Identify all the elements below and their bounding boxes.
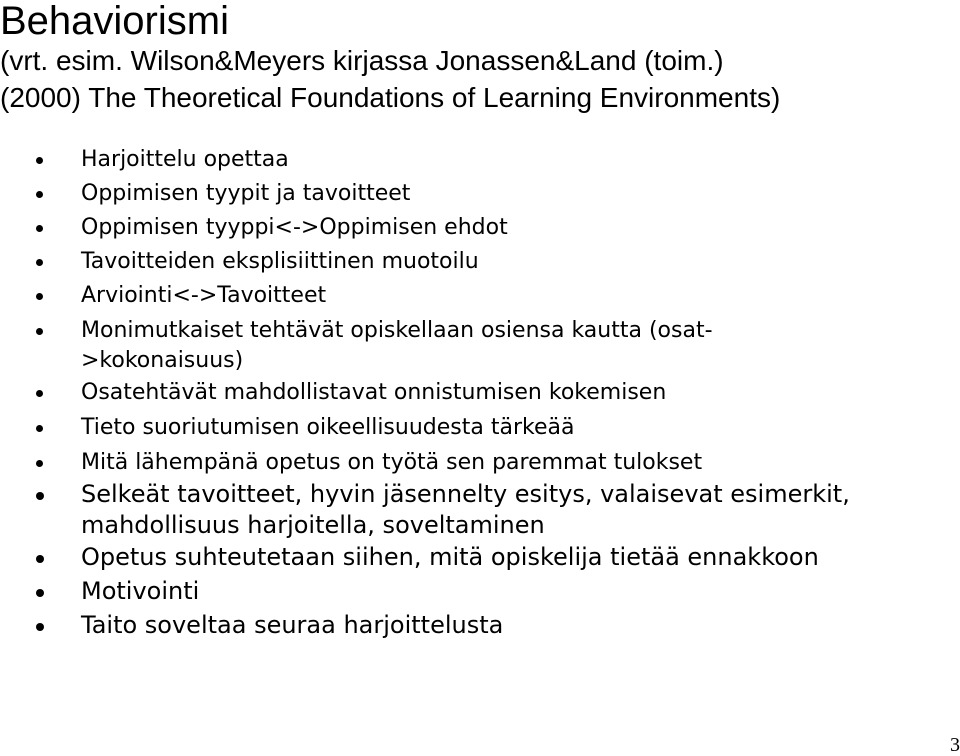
bullet-dot-icon — [36, 225, 43, 232]
bullet-text: Tieto suoriutumisen oikeellisuudesta tärkeää — [81, 415, 575, 440]
bullet-text: Oppimisen tyypit ja tavoitteet — [81, 181, 411, 206]
subtitle-line-1: (vrt. esim. Wilson&Meyers kirjassa Jonassen&Land (toim.) — [0, 45, 724, 76]
bullet-text: Arviointi<->Tavoitteet — [81, 283, 327, 308]
page-number: 3 — [950, 734, 960, 756]
bullet-dot-icon — [36, 623, 44, 631]
bullet-dot-icon — [36, 589, 44, 597]
bullet-dot-icon — [36, 293, 43, 300]
bullet-text: Opetus suhteutetaan siihen, mitä opiskelija tietää ennakkoon — [81, 543, 819, 571]
bullet-dot-icon — [36, 390, 43, 397]
bullet-dot-icon — [36, 555, 44, 563]
bullet-text: Mitä lähempänä opetus on työtä sen paremmat tulokset — [81, 450, 703, 475]
bullet-text: Tavoitteiden eksplisiittinen muotoilu — [81, 249, 479, 274]
bullet-text: Selkeät tavoitteet, hyvin jäsennelty esitys, valaisevat esimerkit, mahdollisuus harjoitella, soveltaminen — [81, 480, 850, 539]
bullet-text: Monimutkaiset tehtävät opiskellaan osiensa kautta (osat- >kokonaisuus) — [81, 318, 713, 373]
bullet-dot-icon — [36, 328, 43, 335]
bullet-dot-icon — [36, 425, 43, 432]
subtitle-line-2: (2000) The Theoretical Foundations of Learning Environments) — [0, 82, 781, 113]
bullet-text: Oppimisen tyyppi<->Oppimisen ehdot — [81, 215, 508, 240]
bullet-dot-icon — [36, 460, 43, 467]
bullet-dot-icon — [36, 259, 43, 266]
bullet-text: Osatehtävät mahdollistavat onnistumisen kokemisen — [81, 380, 667, 405]
bullet-text: Harjoittelu opettaa — [81, 147, 289, 172]
bullet-dot-icon — [36, 157, 43, 164]
bullet-dot-icon — [36, 492, 44, 500]
slide-title: Behaviorismi — [0, 0, 229, 43]
bullet-text: Motivointi — [81, 577, 200, 605]
bullet-text: Taito soveltaa seuraa harjoittelusta — [81, 611, 504, 639]
bullet-dot-icon — [36, 191, 43, 198]
